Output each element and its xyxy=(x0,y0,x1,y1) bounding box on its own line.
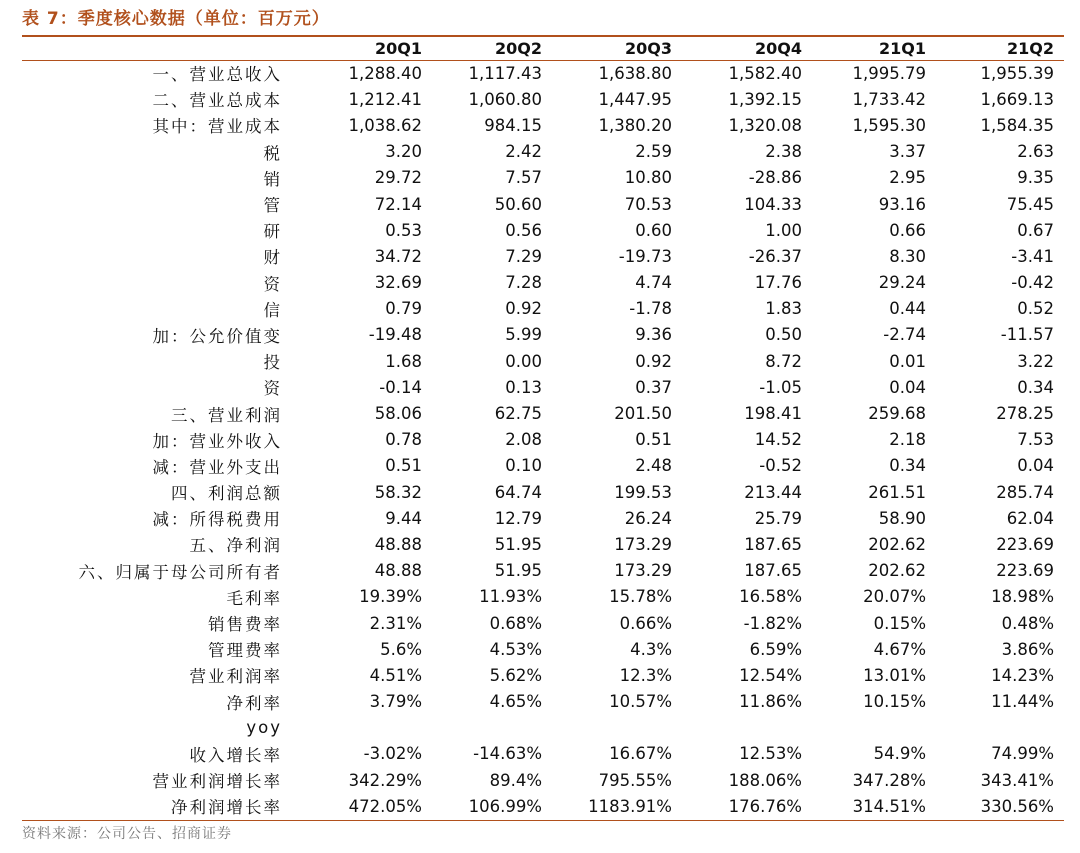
table-cell: 48.88 xyxy=(374,561,422,581)
table-row xyxy=(22,610,1064,636)
table-cell: 1,995.79 xyxy=(852,63,926,83)
table-cell: 18.98% xyxy=(991,587,1054,607)
table-cell: 347.28% xyxy=(852,770,926,790)
table-row xyxy=(22,296,1064,322)
table-cell: -0.14 xyxy=(379,377,422,397)
table-cell: 9.35 xyxy=(1017,168,1054,188)
table-cell: 3.22 xyxy=(1017,351,1054,371)
table-cell: 1,669.13 xyxy=(980,89,1054,109)
table-cell: 17.76 xyxy=(754,273,802,293)
table-row xyxy=(22,322,1064,348)
table-cell: 3.79% xyxy=(369,692,422,712)
row-label: 收入增长率 xyxy=(189,745,282,765)
table-cell: -28.86 xyxy=(748,168,802,188)
table-cell: 0.66% xyxy=(619,613,672,633)
table-cell: 8.72 xyxy=(765,351,802,371)
row-label: 净利润增长率 xyxy=(171,798,282,818)
table-cell: 62.04 xyxy=(1006,508,1054,528)
table-cell: 70.53 xyxy=(624,194,672,214)
table-cell: 1,638.80 xyxy=(598,63,672,83)
table-cell: 2.42 xyxy=(505,142,542,162)
table-cell: 4.65% xyxy=(489,692,542,712)
row-label: 资 xyxy=(263,274,282,294)
table-cell: 5.99 xyxy=(505,325,542,345)
table-cell: 1,595.30 xyxy=(852,115,926,135)
row-label: 二、营业总成本 xyxy=(152,91,282,111)
table-row xyxy=(22,60,1064,86)
table-cell: 984.15 xyxy=(484,115,542,135)
row-label: 营业利润增长率 xyxy=(152,772,282,792)
table-cell: 93.16 xyxy=(878,194,926,214)
table-cell: 1183.91% xyxy=(588,796,672,816)
table-cell: 58.06 xyxy=(374,404,422,424)
row-label: 五、净利润 xyxy=(189,536,282,556)
row-label: 管理费率 xyxy=(208,641,282,661)
column-header: 21Q1 xyxy=(879,38,926,58)
column-header: 20Q2 xyxy=(495,38,542,58)
table-cell: 48.88 xyxy=(374,534,422,554)
table-cell: 0.13 xyxy=(505,377,542,397)
table-row xyxy=(22,453,1064,479)
table-cell: -19.73 xyxy=(618,246,672,266)
table-cell: 9.44 xyxy=(385,508,422,528)
table-cell xyxy=(432,715,552,741)
table-cell: 29.24 xyxy=(878,273,926,293)
table-row xyxy=(22,86,1064,112)
table-cell: 0.51 xyxy=(635,430,672,450)
table-cell: 104.33 xyxy=(744,194,802,214)
table-cell: 1,955.39 xyxy=(980,63,1054,83)
table-cell: 10.80 xyxy=(624,168,672,188)
table-cell: 0.67 xyxy=(1017,220,1054,240)
table-cell: 342.29% xyxy=(348,770,422,790)
table-cell: 1,117.43 xyxy=(468,63,542,83)
table-cell: 795.55% xyxy=(598,770,672,790)
table-title: 表 7：季度核心数据（单位：百万元） xyxy=(22,9,330,29)
table-cell: 343.41% xyxy=(980,770,1054,790)
table-cell: 0.04 xyxy=(889,377,926,397)
row-label: 四、利润总额 xyxy=(171,484,282,504)
table-cell: 0.01 xyxy=(889,351,926,371)
table-row xyxy=(22,479,1064,505)
row-label: 管 xyxy=(263,196,282,216)
table-cell: 32.69 xyxy=(374,273,422,293)
table-cell: 14.23% xyxy=(991,665,1054,685)
table-cell: -0.52 xyxy=(759,456,802,476)
row-label: 税 xyxy=(263,143,282,163)
table-cell: 201.50 xyxy=(614,404,672,424)
table-row xyxy=(22,191,1064,217)
table-row xyxy=(22,689,1064,715)
table-row xyxy=(22,374,1064,400)
table-cell: 2.95 xyxy=(889,168,926,188)
table-cell: 51.95 xyxy=(494,534,542,554)
table-cell: 58.90 xyxy=(878,508,926,528)
table-cell: 26.24 xyxy=(624,508,672,528)
row-label: 加：营业外收入 xyxy=(152,431,282,451)
table-body xyxy=(22,60,1064,819)
table-cell: 12.53% xyxy=(739,744,802,764)
table-cell: 11.44% xyxy=(991,692,1054,712)
table-cell: 7.29 xyxy=(505,246,542,266)
table-cell: 261.51 xyxy=(868,482,926,502)
table-cell: 0.60 xyxy=(635,220,672,240)
table-cell: 13.01% xyxy=(863,665,926,685)
table-cell: 0.52 xyxy=(1017,299,1054,319)
table-cell: 15.78% xyxy=(609,587,672,607)
table-cell: 50.60 xyxy=(494,194,542,214)
table-cell: 223.69 xyxy=(996,534,1054,554)
table-row xyxy=(22,662,1064,688)
table-cell: 188.06% xyxy=(728,770,802,790)
table-cell xyxy=(552,715,682,741)
table-cell: 173.29 xyxy=(614,561,672,581)
table-cell: 11.86% xyxy=(739,692,802,712)
table-cell: 54.9% xyxy=(873,744,926,764)
table-cell: 4.74 xyxy=(635,273,672,293)
table-cell: 58.32 xyxy=(374,482,422,502)
table-cell: 1,038.62 xyxy=(348,115,422,135)
table-cell: 19.39% xyxy=(359,587,422,607)
table-cell: 1,288.40 xyxy=(348,63,422,83)
table-cell: 34.72 xyxy=(374,246,422,266)
row-label: 毛利率 xyxy=(226,588,282,608)
table-cell: 0.37 xyxy=(635,377,672,397)
table-cell: 330.56% xyxy=(980,796,1054,816)
table-cell: 14.52 xyxy=(754,430,802,450)
table-cell: 202.62 xyxy=(868,561,926,581)
table-row xyxy=(22,793,1064,819)
table-cell: 2.59 xyxy=(635,142,672,162)
table-cell: 12.54% xyxy=(739,665,802,685)
table-cell: 2.48 xyxy=(635,456,672,476)
table-cell: 187.65 xyxy=(744,534,802,554)
table-cell: 4.51% xyxy=(369,665,422,685)
table-cell: 202.62 xyxy=(868,534,926,554)
table-cell: 1.00 xyxy=(765,220,802,240)
row-label: 减：营业外支出 xyxy=(152,457,282,477)
table-cell: 0.10 xyxy=(505,456,542,476)
row-label: 研 xyxy=(263,222,282,242)
table-cell: 1,392.15 xyxy=(728,89,802,109)
table-cell: 0.44 xyxy=(889,299,926,319)
table-cell: -3.02% xyxy=(363,744,422,764)
table-cell: 2.63 xyxy=(1017,142,1054,162)
table-cell: 29.72 xyxy=(374,168,422,188)
table-cell: -11.57 xyxy=(1000,325,1054,345)
table-cell: 6.59% xyxy=(749,639,802,659)
column-header: 20Q4 xyxy=(755,38,802,58)
table-row xyxy=(22,427,1064,453)
table-cell: 176.76% xyxy=(728,796,802,816)
table-cell: 20.07% xyxy=(863,587,926,607)
table-cell: 2.08 xyxy=(505,430,542,450)
quarterly-data-table xyxy=(22,36,1064,819)
table-cell: 11.93% xyxy=(479,587,542,607)
table-cell: 223.69 xyxy=(996,561,1054,581)
table-cell: 0.00 xyxy=(505,351,542,371)
table-row xyxy=(22,139,1064,165)
table-cell: 0.04 xyxy=(1017,456,1054,476)
table-cell: 0.92 xyxy=(635,351,672,371)
row-label: 减：所得税费用 xyxy=(152,510,282,530)
table-cell: 0.79 xyxy=(385,299,422,319)
row-label: 一、营业总收入 xyxy=(152,65,282,85)
table-cell: 0.51 xyxy=(385,456,422,476)
table-cell: 7.28 xyxy=(505,273,542,293)
table-cell: 9.36 xyxy=(635,325,672,345)
table-cell: 259.68 xyxy=(868,404,926,424)
table-cell: 51.95 xyxy=(494,561,542,581)
table-cell: -26.37 xyxy=(748,246,802,266)
table-row xyxy=(22,400,1064,426)
table-cell: 0.92 xyxy=(505,299,542,319)
table-cell: 5.62% xyxy=(489,665,542,685)
table-cell: -2.74 xyxy=(883,325,926,345)
table-cell: 16.67% xyxy=(609,744,672,764)
table-cell: 4.53% xyxy=(489,639,542,659)
table-cell: 12.79 xyxy=(494,508,542,528)
row-label: 投 xyxy=(263,353,282,373)
table-cell: 4.67% xyxy=(873,639,926,659)
column-header: 20Q3 xyxy=(625,38,672,58)
table-row xyxy=(22,741,1064,767)
table-row xyxy=(22,715,1064,741)
table-row xyxy=(22,505,1064,531)
table-cell: 1,447.95 xyxy=(598,89,672,109)
table-row xyxy=(22,584,1064,610)
table-cell: 7.53 xyxy=(1017,430,1054,450)
table-cell: 106.99% xyxy=(468,796,542,816)
table-row xyxy=(22,243,1064,269)
table-cell: 1.68 xyxy=(385,351,422,371)
table-cell: 0.56 xyxy=(505,220,542,240)
row-label: yoy xyxy=(246,718,282,738)
table-row xyxy=(22,112,1064,138)
table-cell: 1,060.80 xyxy=(468,89,542,109)
table-row xyxy=(22,767,1064,793)
table-cell xyxy=(682,715,812,741)
table-cell: 62.75 xyxy=(494,404,542,424)
row-label: 财 xyxy=(263,248,282,268)
table-cell xyxy=(936,715,1064,741)
table-cell: 0.78 xyxy=(385,430,422,450)
header-row xyxy=(22,36,1064,60)
table-cell: 3.20 xyxy=(385,142,422,162)
table-cell: 7.57 xyxy=(505,168,542,188)
table-cell: 2.38 xyxy=(765,142,802,162)
table-cell: -1.82% xyxy=(743,613,802,633)
table-cell: 4.3% xyxy=(630,639,672,659)
table-cell: 89.4% xyxy=(489,770,542,790)
table-cell: 1,733.42 xyxy=(852,89,926,109)
column-header: 21Q2 xyxy=(1007,38,1054,58)
table-cell: 472.05% xyxy=(348,796,422,816)
table-cell: 5.6% xyxy=(380,639,422,659)
table-cell: 285.74 xyxy=(996,482,1054,502)
table-cell: 64.74 xyxy=(494,482,542,502)
table-row xyxy=(22,558,1064,584)
table-cell: 74.99% xyxy=(991,744,1054,764)
table-cell: 198.41 xyxy=(744,404,802,424)
table-cell: 2.18 xyxy=(889,430,926,450)
column-header: 20Q1 xyxy=(375,38,422,58)
table-cell: 187.65 xyxy=(744,561,802,581)
table-row xyxy=(22,636,1064,662)
table-row xyxy=(22,531,1064,557)
table-cell: 75.45 xyxy=(1006,194,1054,214)
table-row xyxy=(22,217,1064,243)
table-cell: 2.31% xyxy=(369,613,422,633)
table-cell: 16.58% xyxy=(739,587,802,607)
table-cell: -3.41 xyxy=(1011,246,1054,266)
table-cell: -14.63% xyxy=(473,744,542,764)
table-cell: 8.30 xyxy=(889,246,926,266)
table-cell: 0.34 xyxy=(889,456,926,476)
row-label: 营业利润率 xyxy=(189,667,282,687)
table-cell: 0.68% xyxy=(489,613,542,633)
row-label: 净利率 xyxy=(226,693,282,713)
table-row xyxy=(22,270,1064,296)
row-label: 三、营业利润 xyxy=(171,405,282,425)
table-cell: 0.34 xyxy=(1017,377,1054,397)
table-cell: -19.48 xyxy=(368,325,422,345)
table-cell: 1,584.35 xyxy=(980,115,1054,135)
table-cell xyxy=(812,715,936,741)
table-cell: 1,582.40 xyxy=(728,63,802,83)
table-cell: -1.05 xyxy=(759,377,802,397)
table-cell: 173.29 xyxy=(614,534,672,554)
table-cell: 72.14 xyxy=(374,194,422,214)
table-cell: -1.78 xyxy=(629,299,672,319)
table-cell: 10.15% xyxy=(863,692,926,712)
row-label: 加：公允价值变 xyxy=(152,326,282,346)
row-label: 信 xyxy=(263,300,282,320)
table-row xyxy=(22,348,1064,374)
table-cell: 1,320.08 xyxy=(728,115,802,135)
row-label: 销 xyxy=(263,169,282,189)
table-cell: 1.83 xyxy=(765,299,802,319)
table-cell: 278.25 xyxy=(996,404,1054,424)
table-cell: 0.50 xyxy=(765,325,802,345)
table-cell: 25.79 xyxy=(754,508,802,528)
table-cell: 199.53 xyxy=(614,482,672,502)
table-cell: 1,380.20 xyxy=(598,115,672,135)
table-cell: 3.37 xyxy=(889,142,926,162)
table-cell: -0.42 xyxy=(1011,273,1054,293)
table-cell xyxy=(292,715,432,741)
row-label: 资 xyxy=(263,379,282,399)
table-cell: 0.66 xyxy=(889,220,926,240)
row-label: 其中：营业成本 xyxy=(152,117,282,137)
table-cell: 3.86% xyxy=(1001,639,1054,659)
table-row xyxy=(22,165,1064,191)
source-note: 资料来源：公司公告、招商证券 xyxy=(22,826,232,842)
table-cell: 12.3% xyxy=(619,665,672,685)
column-header xyxy=(22,36,292,60)
table-cell: 1,212.41 xyxy=(348,89,422,109)
row-label: 销售费率 xyxy=(208,615,282,635)
table-cell: 213.44 xyxy=(744,482,802,502)
table-cell: 10.57% xyxy=(609,692,672,712)
table-cell: 0.48% xyxy=(1001,613,1054,633)
table-cell: 314.51% xyxy=(852,796,926,816)
table-cell: 0.53 xyxy=(385,220,422,240)
table-cell: 0.15% xyxy=(873,613,926,633)
bottom-rule xyxy=(22,820,1064,821)
row-label: 六、归属于母公司所有者 xyxy=(78,562,282,582)
